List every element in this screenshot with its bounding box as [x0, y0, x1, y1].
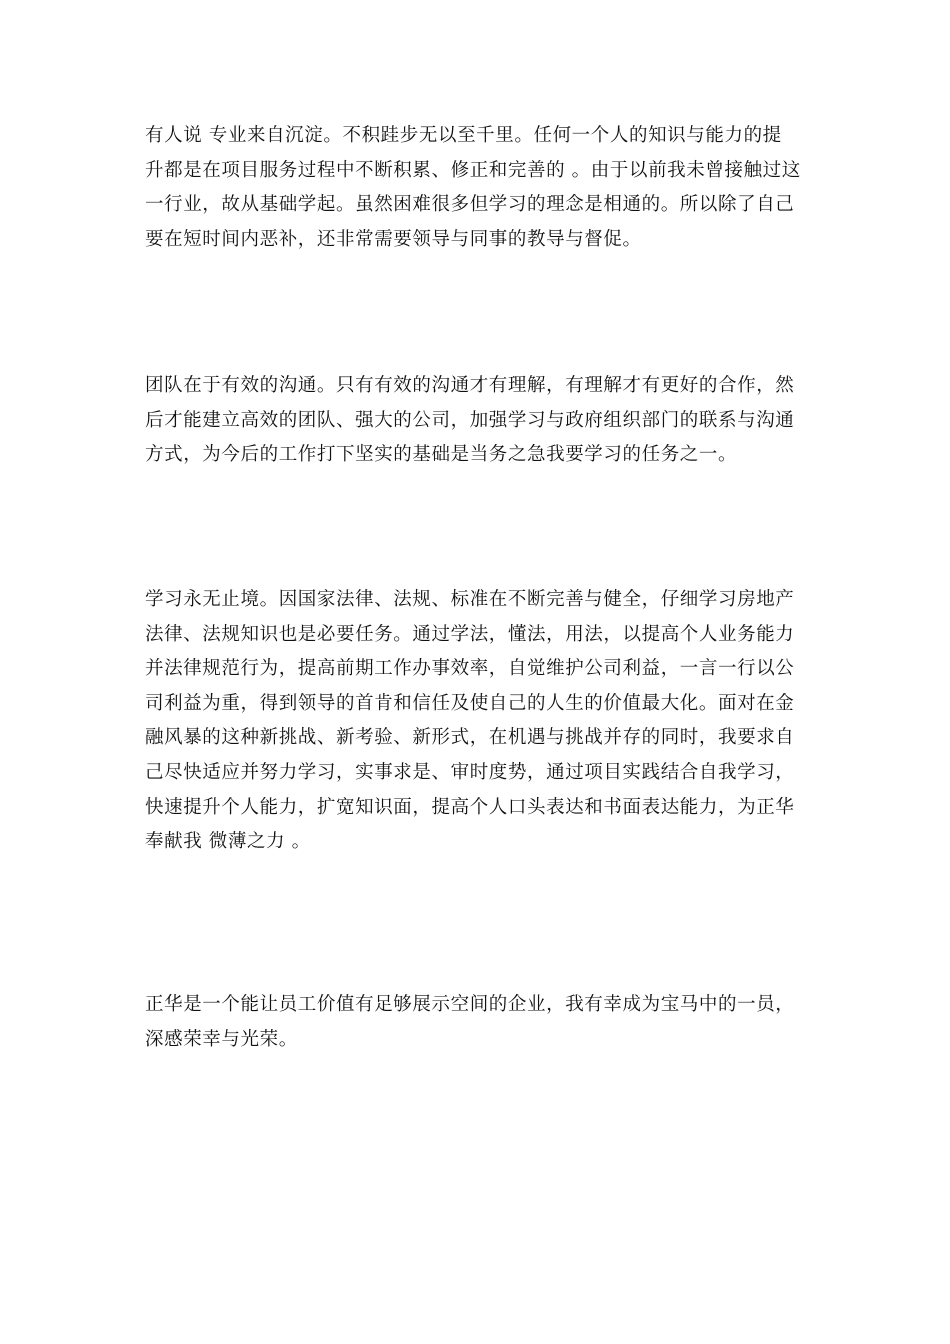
text-line: 法律、法规知识也是必要任务。通过学法，懂法，用法，以提高个人业务能力	[145, 623, 795, 645]
text-line: 有人说 专业来自沉淀。不积跬步无以至千里。任何一个人的知识与能力的提	[145, 125, 782, 146]
text-line: 奉献我 微薄之力 。	[145, 831, 311, 853]
text-line: 团队在于有效的沟通。只有有效的沟通才有理解，有理解才有更好的合作，然	[145, 375, 795, 396]
text-line: 升都是在项目服务过程中不断积累、修正和完善的 。由于以前我未曾接触过这	[145, 159, 801, 181]
text-line: 正华是一个能让员工价值有足够展示空间的企业，我有幸成为宝马中的一员，	[145, 994, 795, 1015]
text-line: 融风暴的这种新挑战、新考验、新形式，在机遇与挑战并存的同时，我要求自	[145, 727, 795, 749]
text-line: 学习永无止境。因国家法律、法规、标准在不断完善与健全，仔细学习房地产	[145, 589, 795, 610]
text-line: 方式，为今后的工作打下坚实的基础是当务之急我要学习的任务之一。	[145, 444, 738, 466]
text-line: 己尽快适应并努力学习，实事求是、审时度势，通过项目实践结合自我学习，	[145, 761, 795, 783]
paragraph-2	[145, 369, 810, 473]
text-line: 并法律规范行为，提高前期工作办事效率，自觉维护公司利益，一言一行以公	[145, 658, 795, 680]
paragraph-3	[145, 583, 810, 860]
paragraph-1	[145, 119, 810, 257]
text-line: 司利益为重，得到领导的首肯和信任及使自己的人生的价值最大化。面对在金	[145, 692, 795, 714]
text-line: 后才能建立高效的团队、强大的公司，加强学习与政府组织部门的联系与沟通	[145, 409, 795, 431]
text-line: 要在短时间内恶补，还非常需要领导与同事的教导与督促。	[145, 228, 642, 250]
text-line: 一行业，故从基础学起。虽然困难很多但学习的理念是相通的。所以除了自己	[145, 194, 795, 216]
text-line: 深感荣幸与光荣。	[145, 1028, 298, 1050]
text-line: 快速提升个人能力，扩宽知识面，提高个人口头表达和书面表达能力，为正华	[145, 796, 795, 818]
paragraph-4	[145, 988, 810, 1057]
